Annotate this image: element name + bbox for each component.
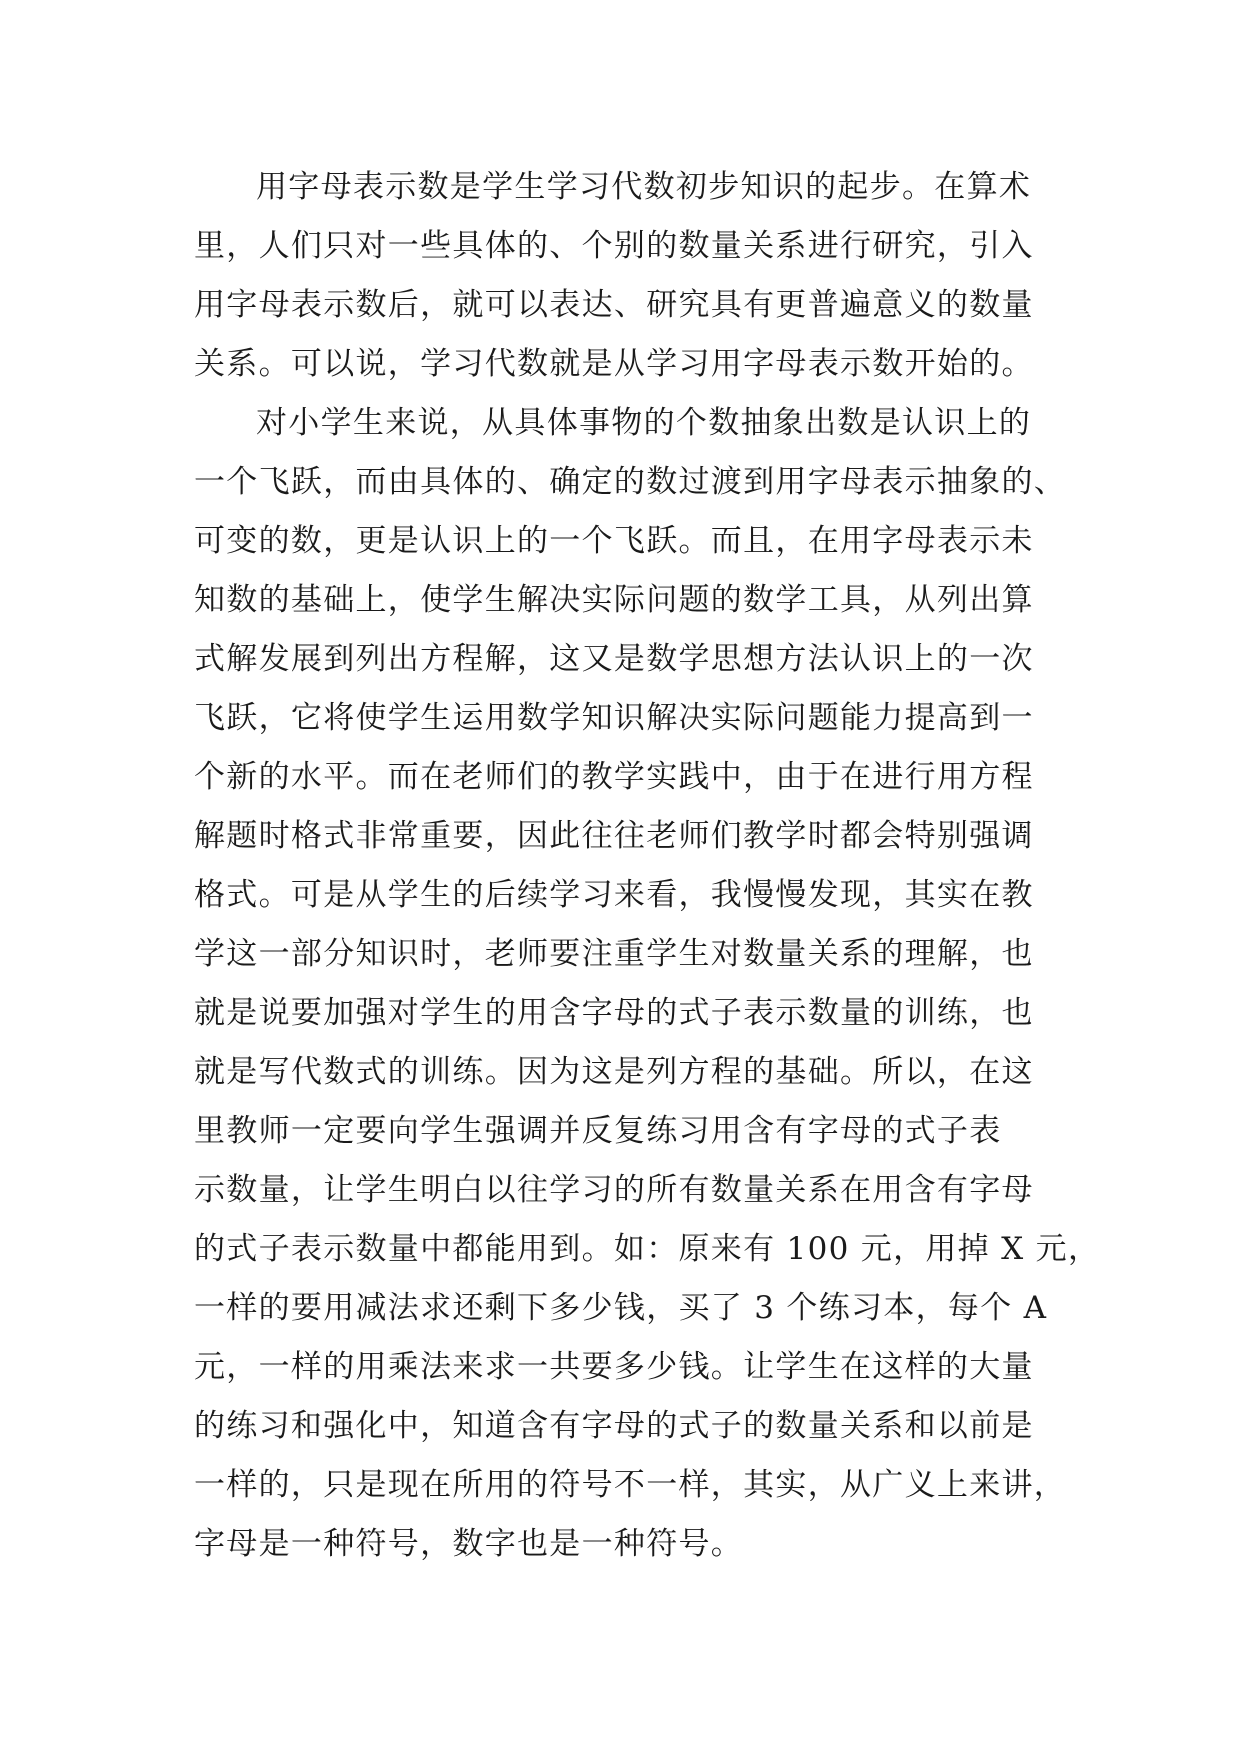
- paragraph-line: 解题时格式非常重要，因此往往老师们教学时都会特别强调: [194, 818, 1034, 854]
- paragraph-line: 关系。可以说，学习代数就是从学习用字母表示数开始的。: [194, 346, 1034, 382]
- paragraph-line: 可变的数，更是认识上的一个飞跃。而且，在用字母表示未: [194, 523, 1034, 559]
- paragraph-line: 就是写代数式的训练。因为这是列方程的基础。所以，在这: [194, 1054, 1034, 1090]
- paragraph-line: 学这一部分知识时，老师要注重学生对数量关系的理解，也: [194, 936, 1034, 972]
- paragraph-1: [194, 158, 1066, 394]
- document-body: [194, 158, 1101, 1574]
- paragraph-line: 用字母表示数后，就可以表达、研究具有更普遍意义的数量: [194, 287, 1034, 323]
- paragraph-line: 式解发展到列出方程解，这又是数学思想方法认识上的一次: [194, 641, 1034, 677]
- paragraph-line: 用字母表示数是学生学习代数初步知识的起步。在算术: [256, 169, 1032, 205]
- paragraph-line: 一样的，只是现在所用的符号不一样，其实，从广义上来讲，: [194, 1467, 1067, 1503]
- paragraph-line: 里教师一定要向学生强调并反复练习用含有字母的式子表: [194, 1113, 1002, 1149]
- paragraph-line: 字母是一种符号，数字也是一种符号。: [194, 1526, 744, 1562]
- paragraph-line: 就是说要加强对学生的用含字母的式子表示数量的训练，也: [194, 995, 1034, 1031]
- paragraph-line: 一个飞跃，而由具体的、确定的数过渡到用字母表示抽象的、: [194, 464, 1067, 500]
- paragraph-2: [194, 394, 1101, 1574]
- paragraph-line: 对小学生来说，从具体事物的个数抽象出数是认识上的: [256, 405, 1032, 441]
- paragraph-line: 元，一样的用乘法来求一共要多少钱。让学生在这样的大量: [194, 1349, 1034, 1385]
- paragraph-line: 个新的水平。而在老师们的教学实践中，由于在进行用方程: [194, 759, 1034, 795]
- paragraph-line: 飞跃，它将使学生运用数学知识解决实际问题能力提高到一: [194, 700, 1034, 736]
- paragraph-line: 的式子表示数量中都能用到。如：原来有 100 元，用掉 X 元，: [194, 1231, 1101, 1267]
- paragraph-line: 里，人们只对一些具体的、个别的数量关系进行研究，引入: [194, 228, 1034, 264]
- paragraph-line: 的练习和强化中，知道含有字母的式子的数量关系和以前是: [194, 1408, 1034, 1444]
- paragraph-line: 示数量，让学生明白以往学习的所有数量关系在用含有字母: [194, 1172, 1034, 1208]
- paragraph-line: 格式。可是从学生的后续学习来看，我慢慢发现，其实在教: [194, 877, 1034, 913]
- paragraph-line: 一样的要用减法求还剩下多少钱，买了 3 个练习本，每个 A: [194, 1290, 1048, 1326]
- paragraph-line: 知数的基础上，使学生解决实际问题的数学工具，从列出算: [194, 582, 1034, 618]
